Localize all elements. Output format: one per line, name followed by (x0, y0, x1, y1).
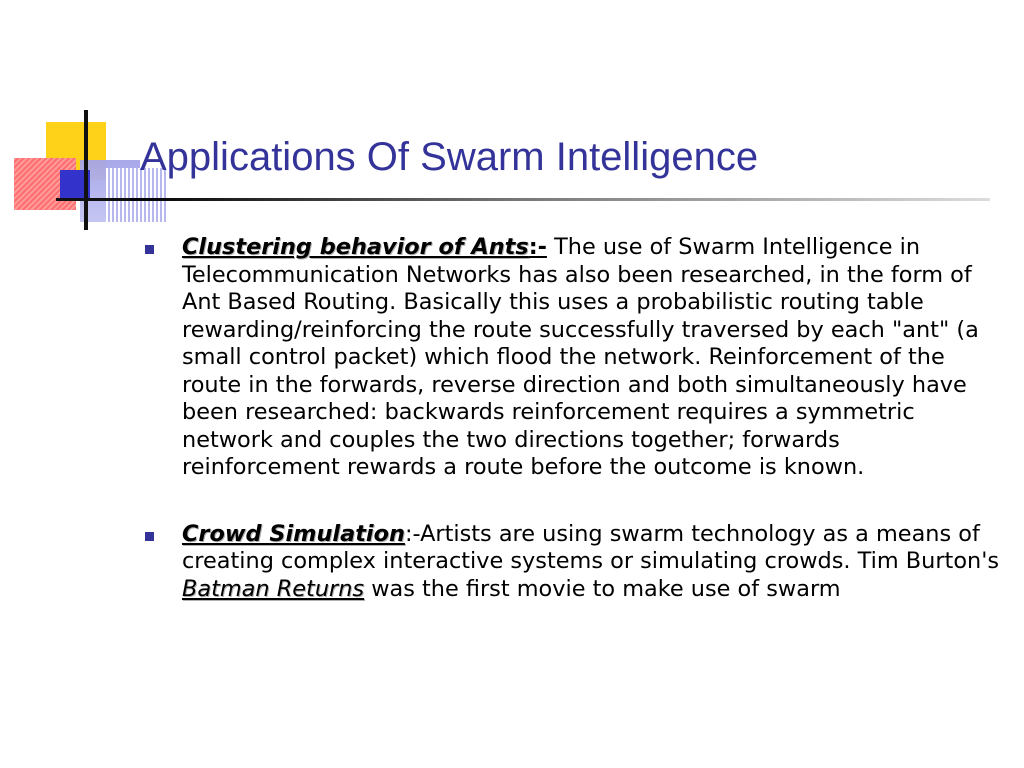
bullet-item-crowd-simulation (142, 521, 1002, 604)
decorative-corner-graphic (0, 0, 170, 240)
title-underline-rule (130, 198, 990, 201)
bullet-term: Crowd Simulation (182, 520, 405, 547)
vertical-line (84, 110, 88, 230)
bullet-separator: :- (528, 234, 547, 260)
square-bullet-icon (145, 532, 154, 541)
slide-title: Applications Of Swarm Intelligence (140, 135, 759, 179)
movie-title: Batman Returns (182, 575, 365, 602)
bullet-term: Clustering behavior of Ants (182, 234, 529, 260)
bullet-text: The use of Swarm Intelligence in Telecommunication Networks has also been researched, in the form of Ant Based Routing. Basically this uses a probabilistic routing table rewarding/reinforcing the route successfully traversed by each "ant" (a small control packet) which flood the network. Reinforcement of the route in the forwards, reverse direction and both simultaneously have been researched: backwards reinforcement requires a symmetric network and couples the two directions together; forwards reinforcement rewards a route before the outcome is known. (182, 234, 979, 480)
bullet-text-after: was the first movie to make use of swarm (364, 575, 841, 602)
bullet-list (142, 234, 1002, 603)
bullet-text-before: Artists are using swarm technology as a means of creating complex interactive systems or simulating crowds. Tim Burton's (182, 520, 1000, 574)
bullet-separator: :- (404, 520, 421, 547)
square-bullet-icon (145, 245, 154, 254)
bullet-item-clustering (142, 234, 1002, 482)
